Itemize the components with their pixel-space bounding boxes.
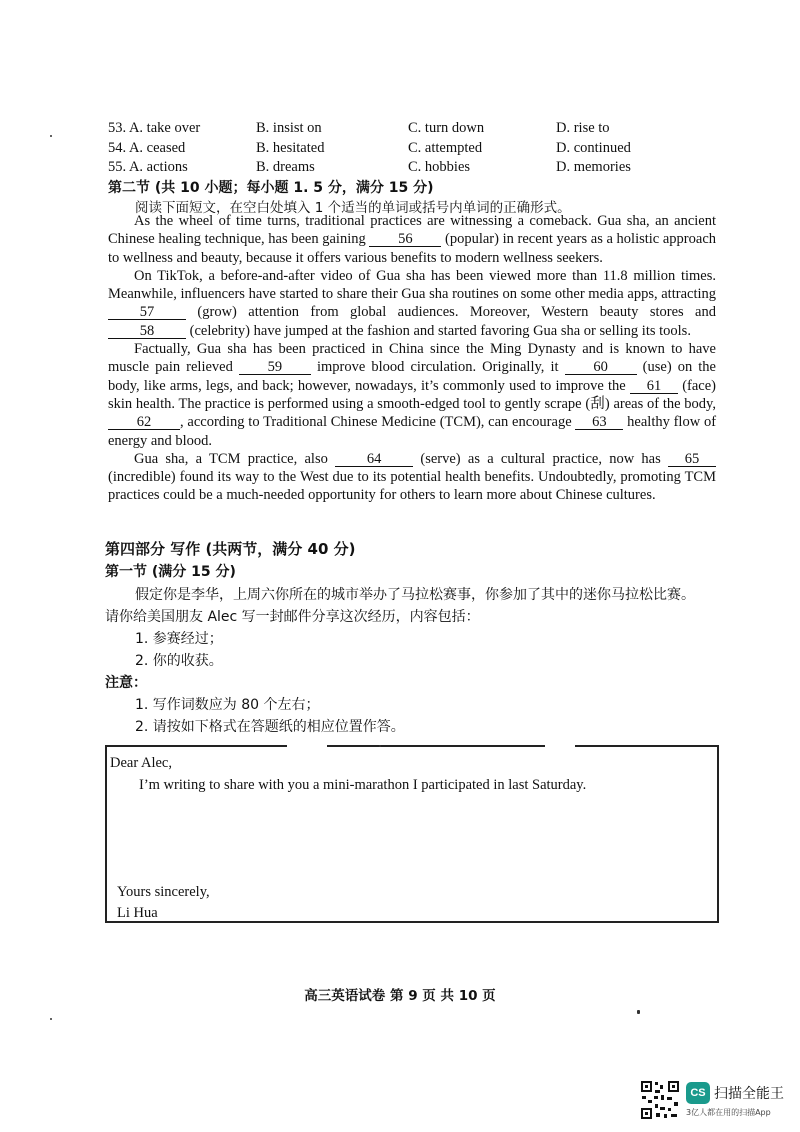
option-a: 53. A. take over bbox=[108, 120, 201, 136]
option-row-55 bbox=[108, 159, 668, 178]
option-c: C. attempted bbox=[408, 140, 483, 156]
section2-heading: 第二节 (共 10 小题；每小题 1. 5 分，满分 15 分) bbox=[108, 180, 434, 196]
camscanner-logo: CS bbox=[686, 1082, 710, 1104]
option-row-53 bbox=[108, 120, 668, 139]
passage-text: Factually, Gua sha has been practiced in China since the Ming Dynasty and is known to have muscle pain relieved bbox=[108, 341, 716, 376]
passage-text: As the wheel of time turns, traditional practices are witnessing a comeback. Gua sha, an ancient Chinese healing technique, has been gaining bbox=[108, 213, 716, 248]
option-d: D. continued bbox=[556, 140, 631, 156]
blank-61: 61 bbox=[630, 379, 678, 394]
option-b: B. dreams bbox=[256, 159, 315, 175]
blank-60: 60 bbox=[565, 360, 637, 375]
blank-63: 63 bbox=[575, 415, 623, 430]
camscanner-title: 扫描全能王 bbox=[714, 1086, 784, 1102]
passage-text: (face) skin health. The practice is performed using a smooth-edged tool to gently scrape (刮) areas of the body, bbox=[108, 377, 717, 412]
passage-text: (use) on the body, like arms, legs, and back; however, nowadays, it’s commonly used to improve the bbox=[108, 359, 716, 394]
option-a: 54. A. ceased bbox=[108, 140, 186, 156]
option-c: C. hobbies bbox=[408, 159, 471, 175]
border-gap bbox=[545, 744, 575, 748]
part4-subheading: 第一节 (满分 15 分) bbox=[105, 564, 236, 580]
letter-closing: Yours sincerely, bbox=[117, 884, 210, 900]
option-b: B. hesitated bbox=[256, 140, 325, 156]
option-c: C. turn down bbox=[408, 120, 485, 136]
writing-prompt-line2: 请你给美国朋友 Alec 写一封邮件分享这次经历，内容包括： bbox=[105, 609, 480, 625]
blank-59: 59 bbox=[239, 360, 311, 375]
page-footer: 高三英语试卷 第 9 页 共 10 页 bbox=[304, 988, 496, 1004]
blank-57: 57 bbox=[108, 305, 186, 320]
blank-64: 64 bbox=[335, 452, 413, 467]
passage-text: , according to Traditional Chinese Medicine (TCM), can encourage bbox=[180, 414, 572, 431]
passage-text: (serve) as a cultural practice, now has bbox=[420, 450, 661, 467]
option-d: D. memories bbox=[556, 159, 631, 175]
border-gap bbox=[287, 744, 327, 748]
scan-speck bbox=[50, 135, 52, 137]
letter-template-box bbox=[105, 745, 719, 923]
option-b: B. insist on bbox=[256, 120, 322, 136]
section2-instruction: 阅读下面短文，在空白处填入 1 个适当的单词或括号内单词的正确形式。 bbox=[135, 200, 571, 216]
passage-paragraph bbox=[108, 212, 716, 267]
option-row-54 bbox=[108, 140, 668, 159]
scan-speck bbox=[50, 1018, 52, 1020]
passage-paragraph bbox=[108, 267, 716, 340]
passage-text: (celebrity) have jumped at the fashion and started favoring Gua sha or selling its tools. bbox=[189, 322, 691, 339]
blank-56: 56 bbox=[369, 232, 441, 247]
blank-62: 62 bbox=[108, 415, 180, 430]
passage-paragraph bbox=[108, 450, 716, 505]
writing-prompt-line1: 假定你是李华，上周六你所在的城市举办了马拉松赛事，你参加了其中的迷你马拉松比赛。 bbox=[135, 587, 695, 603]
passage-text: improve blood circulation. Originally, it bbox=[316, 359, 559, 376]
passage-text: Gua sha, a TCM practice, also bbox=[134, 450, 328, 467]
passage-text: healthy flow of energy and blood. bbox=[108, 414, 717, 449]
camscanner-subtitle: 3亿人都在用的扫描App bbox=[686, 1108, 771, 1117]
part4-heading: 第四部分 写作 (共两节，满分 40 分) bbox=[105, 540, 356, 558]
cloze-passage bbox=[108, 212, 716, 505]
passage-paragraph bbox=[108, 340, 716, 450]
blank-58: 58 bbox=[108, 324, 186, 339]
writing-point-1: 1. 参赛经过； bbox=[135, 631, 223, 647]
note-label: 注意： bbox=[105, 675, 147, 691]
option-a: 55. A. actions bbox=[108, 159, 188, 175]
scan-speck bbox=[379, 745, 381, 747]
option-d: D. rise to bbox=[556, 120, 610, 136]
note-1: 1. 写作词数应为 80 个左右； bbox=[135, 697, 320, 713]
letter-opening: I’m writing to share with you a mini-marathon I participated in last Saturday. bbox=[139, 777, 587, 793]
passage-text: (incredible) found its way to the West due to its potential health benefits. Undoubtedly, promoting TCM practices could be a much-needed opportunity for others to learn more about Chinese cultures. bbox=[108, 469, 716, 504]
note-2: 2. 请按如下格式在答题纸的相应位置作答。 bbox=[135, 719, 405, 735]
blank-65: 65 bbox=[668, 452, 716, 467]
letter-signature: Li Hua bbox=[117, 905, 158, 921]
passage-text: (grow) attention from global audiences. Moreover, Western beauty stores and bbox=[197, 304, 716, 321]
letter-greeting: Dear Alec, bbox=[110, 755, 172, 771]
qr-code-icon bbox=[640, 1080, 680, 1120]
writing-point-2: 2. 你的收获。 bbox=[135, 653, 223, 669]
passage-text: (popular) in recent years as a holistic approach to wellness and beauty, because it offers various benefits to modern wellness seekers. bbox=[108, 231, 717, 266]
passage-text: On TikTok, a before-and-after video of Gua sha has been viewed more than 11.8 million times. Meanwhile, influencers have started to share their Gua sha routines on some other media apps, attracting bbox=[108, 267, 716, 303]
scan-speck bbox=[637, 1010, 640, 1014]
